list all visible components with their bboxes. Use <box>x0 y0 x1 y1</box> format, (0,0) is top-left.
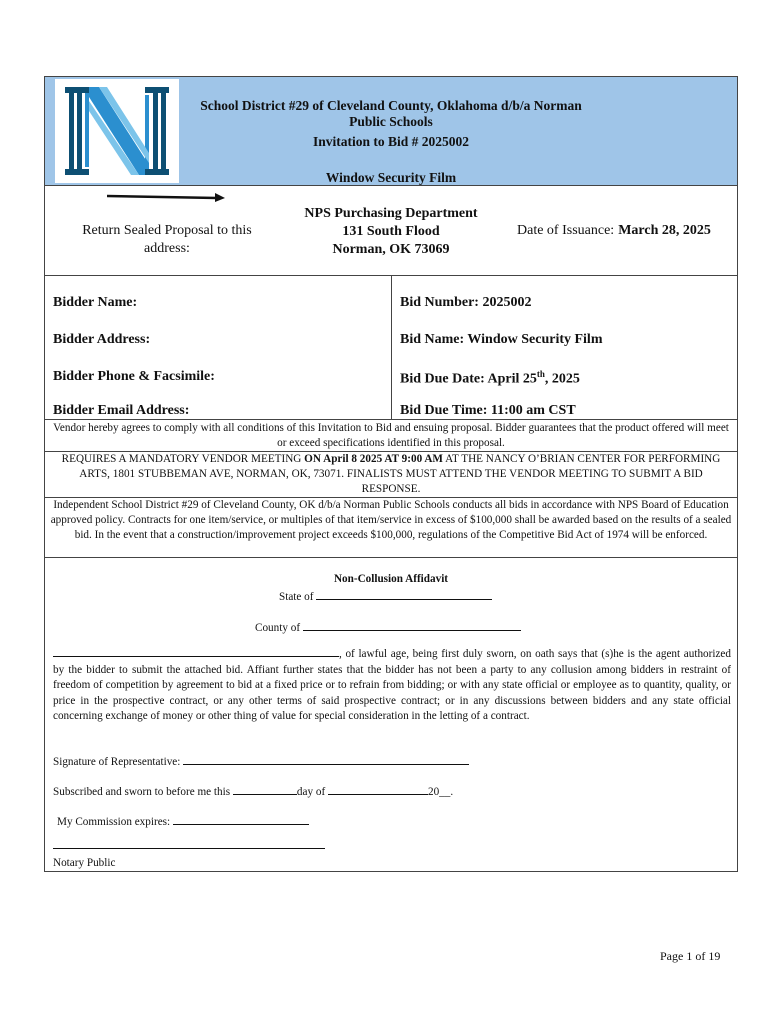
issuance-date <box>517 223 711 239</box>
project-name: Window Security Film <box>325 170 457 185</box>
bidder-address-field[interactable]: Bidder Address: <box>53 332 151 347</box>
notary-signature-line <box>53 837 325 852</box>
county-line <box>255 619 521 634</box>
district-title: School District #29 of Cleveland County, Oklahoma d/b/a Norman Public Schools <box>200 98 582 129</box>
return-proposal-label: Return Sealed Proposal to this address: <box>82 223 252 256</box>
bid-policy-notice: Independent School District #29 of Cleveland County, OK d/b/a Norman Public Schools conducts all bids in accordance with NPS Board of Education approved policy. Contracts for one item/service, or multiples of that item/service in excess of $100,000 shall be awarded based on the results of a sealed bid. In the event that a construction/improvement project exceeds $100,000, regulations of the Competitive Bid Act of 1974 will be enforced. <box>50 499 732 541</box>
affiant-name-input[interactable] <box>53 645 339 657</box>
norman-n-logo-graphic <box>55 79 179 183</box>
commission-label: My Commission expires: <box>57 816 171 828</box>
signature-line <box>53 753 469 768</box>
bid-form-frame <box>44 76 738 872</box>
signature-label: Signature of Representative: <box>53 756 181 768</box>
column-divider <box>391 275 392 419</box>
notary-label: Notary Public <box>53 857 116 869</box>
sworn-day-input[interactable] <box>233 783 297 795</box>
sworn-line: Subscribed and sworn to before me this day of 20__. <box>53 783 453 798</box>
county-input[interactable] <box>303 619 521 631</box>
notary-signature-input[interactable] <box>53 837 325 849</box>
issuance-value: March 28, 2025 <box>618 223 711 238</box>
affidavit-title: Non-Collusion Affidavit <box>333 573 449 585</box>
dept-street: 131 South Flood <box>342 224 440 239</box>
sworn-month-input[interactable] <box>328 783 428 795</box>
dept-name: NPS Purchasing Department <box>304 206 478 221</box>
bid-name: Bid Name: Window Security Film <box>400 332 603 347</box>
arrow-right-icon <box>107 191 227 203</box>
bidder-email-field[interactable]: Bidder Email Address: <box>53 403 190 418</box>
invitation-number: Invitation to Bid # 2025002 <box>312 134 470 149</box>
state-line <box>279 588 492 603</box>
divider <box>45 557 737 558</box>
county-label: County of <box>255 622 301 634</box>
divider <box>45 419 737 420</box>
bid-due-time: Bid Due Time: 11:00 am CST <box>400 403 576 418</box>
dept-city: Norman, OK 73069 <box>332 242 450 257</box>
signature-input[interactable] <box>183 753 469 765</box>
bidder-phone-field[interactable]: Bidder Phone & Facsimile: <box>53 369 215 384</box>
issuance-label: Date of Issuance: <box>517 223 615 238</box>
bid-number: Bid Number: 2025002 <box>400 295 532 310</box>
commission-input[interactable] <box>173 813 309 825</box>
bid-due-date: Bid Due Date: April 25th, 2025 <box>400 369 580 387</box>
affidavit-body: , of lawful age, being first duly sworn, on oath says that (s)he is the agent authorized by the bidder to submit the attached bid. Affiant further states that the bidder has not been a party to any collusion among bidders in restraint of freedom of competition by agreement to bid at a fixed price or to refrain from bidding; or with any state official or employee as to quantity, quality, or price in the prospective contract, or any other terms of said prospective contract; or in any discussions between bidders and any state official concerning exchange of money or other thing of value for special consideration in the letting of a contract. <box>53 645 731 725</box>
state-input[interactable] <box>316 588 492 600</box>
mandatory-meeting-notice: REQUIRES A MANDATORY VENDOR MEETING ON April 8 2025 AT 9:00 AM AT THE NANCY O’BRIAN CENTER FOR PERFORMING ARTS, 1801 STUBBEMAN AVE, NORMAN, OK, 73071. FINALISTS MUST ATTEND THE VENDOR MEETING TO SUBMIT A BID RESPONSE. <box>61 453 721 495</box>
header-band <box>45 77 737 186</box>
norman-n-logo <box>55 79 179 183</box>
bidder-name-field[interactable]: Bidder Name: <box>53 295 138 310</box>
state-label: State of <box>279 591 314 603</box>
purchasing-address <box>285 205 497 259</box>
page-number: Page 1 of 19 <box>660 949 721 963</box>
vendor-agreement: Vendor hereby agrees to comply with all conditions of this Invitation to Bid and ensuing proposal. Bidder guarantees that the product offered will meet or exceed specifications identified in this proposal. <box>53 422 729 449</box>
commission-line <box>57 813 309 828</box>
